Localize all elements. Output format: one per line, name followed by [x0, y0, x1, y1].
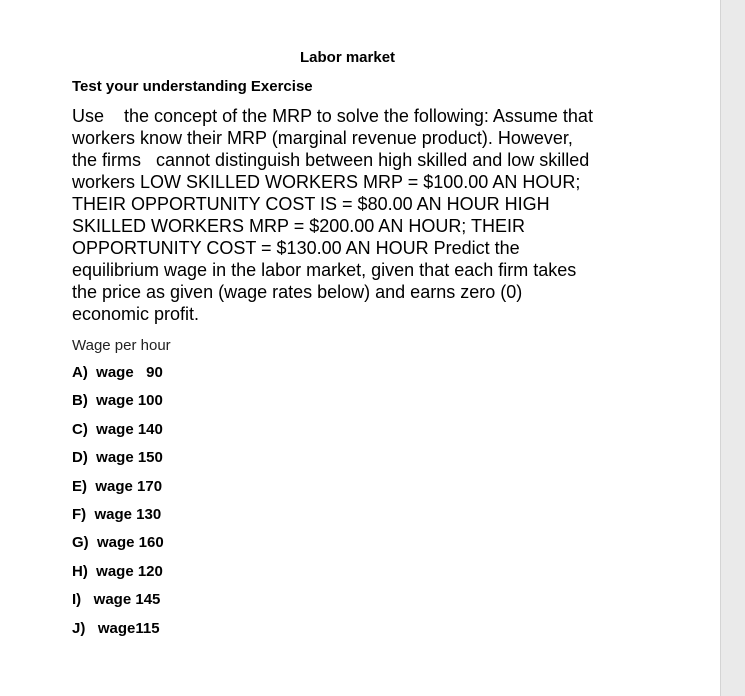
wage-per-hour-label: Wage per hour [72, 337, 171, 354]
vertical-scroll-rail[interactable] [720, 0, 745, 696]
answer-option-c: C) wage 140 [72, 420, 163, 438]
answer-option-j: J) wage115 [72, 619, 160, 637]
question-line: workers know their MRP (marginal revenue product). However, [72, 128, 573, 148]
question-line: economic profit. [72, 304, 200, 324]
question-line: OPPORTUNITY COST = $130.00 AN HOUR Predict the [72, 238, 520, 258]
question-line: THEIR OPPORTUNITY COST IS = $80.00 AN HOUR HIGH [72, 194, 550, 214]
question-text [72, 105, 672, 325]
answer-option-b: B) wage 100 [72, 392, 163, 410]
section-heading: Test your understanding Exercise [72, 78, 313, 95]
answer-option-d: D) wage 150 [72, 449, 163, 467]
answer-option-i: I) wage 145 [72, 591, 161, 609]
question-line: SKILLED WORKERS MRP = $200.00 AN HOUR; THEIR [72, 216, 525, 236]
document-title: Labor market [300, 49, 396, 66]
question-line: the firms cannot distinguish between high skilled and low skilled [72, 150, 590, 170]
question-line: workers LOW SKILLED WORKERS MRP = $100.00 AN HOUR; [72, 172, 581, 192]
answer-option-g: G) wage 160 [72, 534, 164, 552]
question-line: equilibrium wage in the labor market, given that each firm takes [72, 260, 577, 280]
answer-option-h: H) wage 120 [72, 562, 163, 580]
question-line: Use the concept of the MRP to solve the following: Assume that [72, 106, 593, 126]
answer-option-f: F) wage 130 [72, 505, 162, 523]
question-line: the price as given (wage rates below) and earns zero (0) [72, 282, 523, 302]
answer-option-e: E) wage 170 [72, 477, 163, 495]
answer-option-a: A) wage 90 [72, 364, 163, 381]
answer-options-list [72, 364, 164, 648]
